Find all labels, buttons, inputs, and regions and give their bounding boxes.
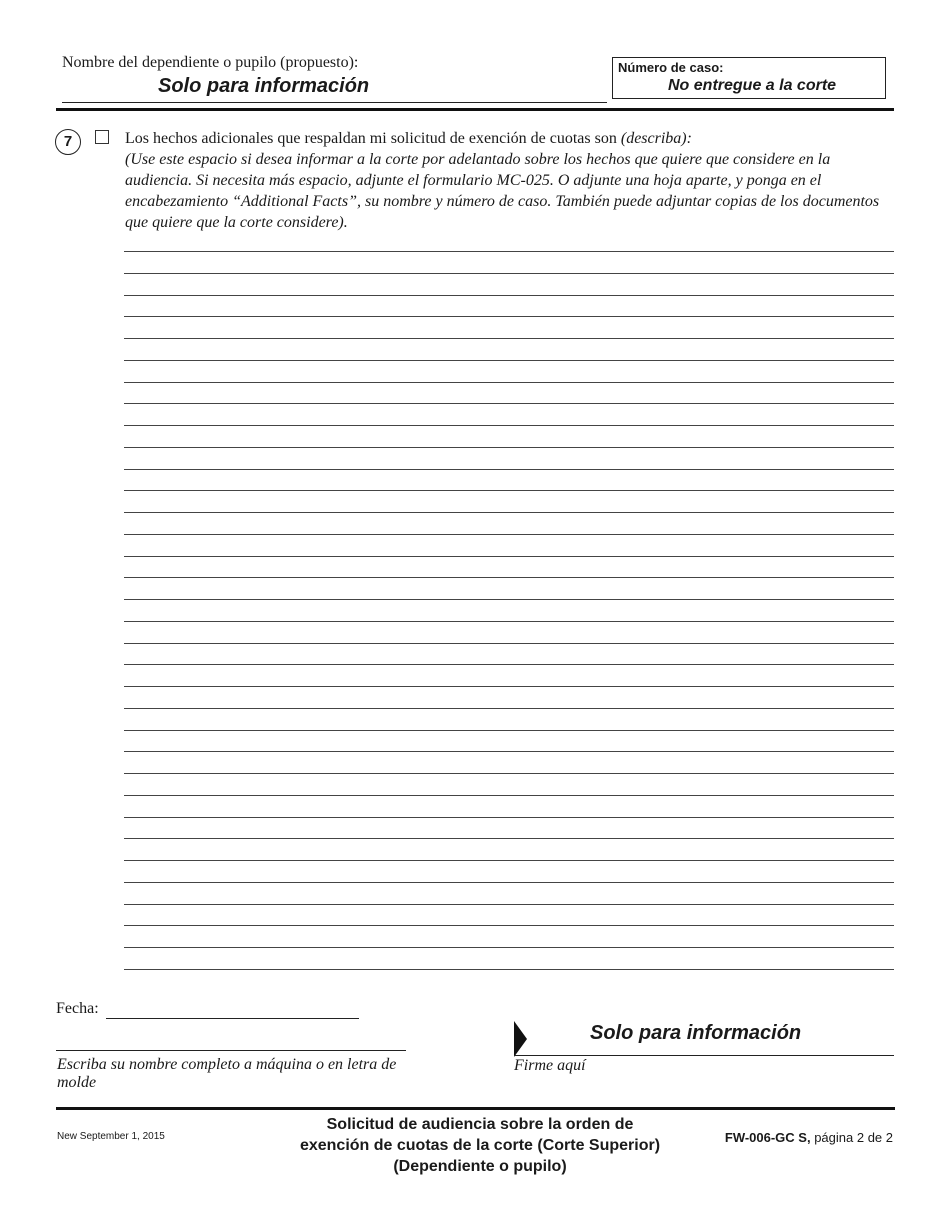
writing-line[interactable] xyxy=(124,295,894,296)
writing-line[interactable] xyxy=(124,447,894,448)
writing-line[interactable] xyxy=(124,403,894,404)
writing-line[interactable] xyxy=(124,425,894,426)
writing-line[interactable] xyxy=(124,773,894,774)
writing-line[interactable] xyxy=(124,316,894,317)
case-number-label: Número de caso: xyxy=(618,60,724,75)
writing-line[interactable] xyxy=(124,838,894,839)
writing-line[interactable] xyxy=(124,860,894,861)
writing-line[interactable] xyxy=(124,490,894,491)
header-divider xyxy=(56,108,894,111)
item-7-checkbox[interactable] xyxy=(95,130,109,144)
writing-line[interactable] xyxy=(124,947,894,948)
writing-line[interactable] xyxy=(124,273,894,274)
signature-value[interactable]: Solo para información xyxy=(590,1022,802,1044)
writing-line[interactable] xyxy=(124,556,894,557)
printed-name-caption: Escriba su nombre completo a máquina o en letra de molde xyxy=(57,1056,397,1091)
form-revision-date: New September 1, 2015 xyxy=(57,1131,165,1142)
writing-line[interactable] xyxy=(124,795,894,796)
form-title-line-2: exención de cuotas de la corte (Corte Superior) xyxy=(299,1137,661,1154)
form-title-line-1: Solicitud de audiencia sobre la orden de xyxy=(326,1116,634,1133)
writing-line[interactable] xyxy=(124,621,894,622)
writing-line[interactable] xyxy=(124,643,894,644)
date-label: Fecha: xyxy=(56,1000,99,1017)
writing-line[interactable] xyxy=(124,599,894,600)
dependent-name-label: Nombre del dependiente o pupilo (propuesto): xyxy=(62,54,359,71)
item-number-badge: 7 xyxy=(55,129,81,155)
footer-divider xyxy=(56,1107,895,1110)
writing-line[interactable] xyxy=(124,817,894,818)
writing-line[interactable] xyxy=(124,664,894,665)
writing-line[interactable] xyxy=(124,686,894,687)
form-title xyxy=(270,1114,690,1177)
case-number-value[interactable]: No entregue a la corte xyxy=(668,77,837,94)
writing-line[interactable] xyxy=(124,708,894,709)
item-7-instructions: (Use este espacio si desea informar a la corte por adelantado sobre los hechos que quiere que considere en la audiencia. Si necesita más espacio, adjunte el formulario MC-025. O adjunte una hoja aparte, y ponga en el encabezamiento “Additional Facts”, su nombre y número de caso. También puede adjuntar copias de los documentos que quiere que la corte considere). xyxy=(125,151,880,231)
writing-line[interactable] xyxy=(124,969,894,970)
writing-line[interactable] xyxy=(124,925,894,926)
sign-here-arrow-icon xyxy=(514,1021,527,1057)
writing-line[interactable] xyxy=(124,469,894,470)
item-7-intro: Los hechos adicionales que respaldan mi solicitud de exención de cuotas son xyxy=(125,130,621,147)
writing-line[interactable] xyxy=(124,730,894,731)
writing-line[interactable] xyxy=(124,338,894,339)
form-number xyxy=(700,1130,893,1145)
dependent-name-value[interactable]: Solo para información xyxy=(158,75,370,97)
writing-line[interactable] xyxy=(124,360,894,361)
case-number-box[interactable] xyxy=(612,57,886,99)
writing-line[interactable] xyxy=(124,882,894,883)
writing-line[interactable] xyxy=(124,512,894,513)
writing-line[interactable] xyxy=(124,751,894,752)
writing-line[interactable] xyxy=(124,382,894,383)
signature-caption: Firme aquí xyxy=(514,1057,586,1074)
printed-name-line[interactable] xyxy=(56,1050,406,1051)
dependent-name-underline xyxy=(62,102,607,103)
date-field-line[interactable] xyxy=(106,1018,359,1019)
form-title-line-3: (Dependiente o pupilo) xyxy=(393,1158,567,1175)
writing-line[interactable] xyxy=(124,534,894,535)
writing-line[interactable] xyxy=(124,904,894,905)
writing-line[interactable] xyxy=(124,577,894,578)
page-indicator: página 2 de 2 xyxy=(814,1130,893,1145)
item-7-text xyxy=(125,128,895,233)
writing-line[interactable] xyxy=(124,251,894,252)
item-7-describe: (describa): xyxy=(620,130,692,147)
signature-line[interactable] xyxy=(514,1055,894,1056)
form-code: FW-006-GC S, xyxy=(724,1130,811,1145)
